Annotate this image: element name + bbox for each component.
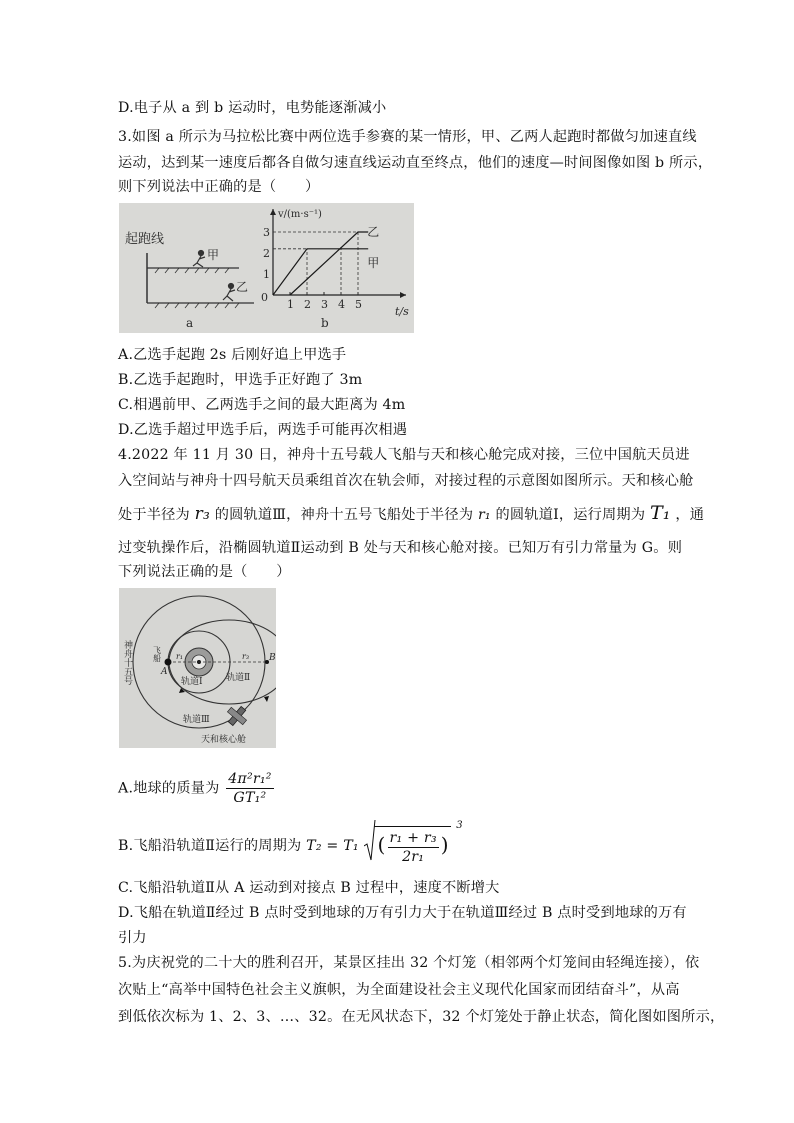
option-d-prev: D.电子从 a 到 b 运动时，电势能逐渐减小 (118, 100, 387, 116)
period-formula: T₂ = T₁ (306, 838, 359, 854)
q3-option-b: B.乙选手起跑时，甲选手正好跑了 3m (118, 372, 363, 388)
x-tick-label: 2 (304, 298, 311, 311)
q5-stem-2: 次贴上“高举中国特色社会主义旗帜，为全面建设社会主义现代化国家而团结奋斗”，从高 (118, 982, 680, 998)
runner-yi-label: 乙 (236, 280, 249, 294)
y-tick-label: 3 (263, 226, 270, 239)
q4-stem-5: 下列说法正确的是（ ） (118, 564, 291, 580)
figure-orbit (119, 588, 276, 748)
x-tick-label: 5 (355, 298, 362, 311)
station-label: 天和核心舱 (201, 735, 247, 745)
q4-option-b: B.飞船沿轨道Ⅱ运行的周期为 T₂ = T₁ ( $\frac{\text{r₁ + r₃}}{\text{2r₁}}$ ) 3 (118, 820, 463, 865)
q3-option-d: D.乙选手超过甲选手后，两选手可能再次相遇 (118, 422, 408, 438)
q5-stem-3: 到低依次标为 1、2、3、…、32。在无风状态下，32 个灯笼处于静止状态，简化图如图所示， (118, 1009, 725, 1025)
runner-jia-icon (193, 251, 205, 268)
q3-stem-1: 3.如图 a 所示为马拉松比赛中两位选手参赛的某一情形，甲、乙两人起跑时都做匀加速直线 (118, 129, 697, 145)
legend-yi: 乙 (367, 225, 380, 239)
symbol-T1: T₁ (649, 502, 671, 524)
figure-b-chart (261, 203, 414, 333)
shenzhou-label: 神舟十五号 (122, 640, 132, 685)
q4-option-a: A.地球的质量为 $\frac{\text{4π²r₁²}}{\text{GT₁²}}$ (118, 771, 272, 806)
y-axis-label: v/(m·s⁻¹) (278, 209, 322, 220)
y-tick-label: 2 (263, 247, 270, 260)
q4-stem-1: 4.2022 年 11 月 30 日，神舟十五号载人飞船与天和核心舱完成对接，三位中国航天员进 (118, 447, 690, 463)
label-a: A (161, 667, 168, 677)
station-icon (223, 702, 251, 730)
q3-stem-2: 运动，达到某一速度后都各自做匀速直线运动直至终点，他们的速度—时间图像如图 b 所示， (118, 155, 713, 171)
q3-option-c: C.相遇前甲、乙两选手之间的最大距离为 4m (118, 397, 406, 413)
figure-a-caption: a (186, 316, 194, 330)
q4-option-d-1: D.飞船在轨道Ⅱ经过 B 点时受到地球的万有引力大于在轨道Ⅲ经过 B 点时受到地球的万有 (118, 905, 687, 921)
point-a-icon (165, 659, 172, 666)
q4-option-c: C.飞船沿轨道Ⅱ从 A 运动到对接点 B 过程中，速度不断增大 (118, 880, 500, 896)
label-b: B (269, 653, 276, 663)
origin-label: 0 (261, 291, 268, 304)
q3-option-a: A.乙选手起跑 2s 后刚好追上甲选手 (118, 347, 347, 363)
x-tick-label: 4 (338, 298, 345, 311)
x-tick-label: 3 (321, 298, 328, 311)
x-axis-arrow (400, 292, 406, 298)
sqrt-expression: ( $\frac{\text{r₁ + r₃}}{\text{2r₁}}$ ) 3 (364, 826, 465, 866)
runner-yi-icon (223, 284, 235, 302)
figure-a (119, 203, 261, 333)
series-line-yi (290, 232, 368, 295)
runner-jia-label: 甲 (207, 248, 220, 262)
q3-stem-3: 则下列说法中正确的是（ ） (118, 179, 320, 195)
q4-stem-2: 入空间站与神舟十四号航天员乘组首次在轨会师，对接过程的示意图如图所示。天和核心舱 (118, 473, 694, 489)
q4-stem-3: 处于半径为 r₃ 的圆轨道Ⅲ，神舟十五号飞船处于半径为 r₁ 的圆轨道Ⅰ，运行周期为 T₁ ，通 (118, 502, 705, 524)
label-r3: r₃ (242, 652, 250, 661)
symbol-r3: r₃ (194, 504, 211, 524)
symbol-r1: r₁ (477, 507, 491, 523)
x-tick-label: 1 (287, 298, 294, 311)
q4-stem-4: 过变轨操作后，沿椭圆轨道Ⅱ运动到 B 处与天和核心舱对接。已知万有引力常量为 G。则 (118, 540, 683, 556)
mass-formula: $\frac{\text{4π²r₁²}}{\text{GT₁²}}$ (228, 771, 272, 806)
y-tick-label: 1 (263, 268, 270, 281)
series-line-jia (273, 249, 368, 295)
ship-label: 飞船 (152, 646, 162, 662)
q4-option-d-2: 引力 (118, 930, 147, 946)
y-axis-arrow (270, 209, 276, 215)
start-line-label: 起跑线 (125, 232, 165, 247)
figure-b-caption: b (321, 316, 329, 330)
x-axis-label: t/s (395, 305, 409, 318)
q5-stem-1: 5.为庆祝党的二十大的胜利召开，某景区挂出 32 个灯笼（相邻两个灯笼间由轻绳连接），依 (118, 955, 700, 971)
legend-jia: 甲 (367, 255, 380, 270)
label-orbit-iii: 轨道Ⅲ (183, 715, 210, 725)
label-orbit-i: 轨道Ⅰ (181, 677, 203, 687)
label-orbit-ii: 轨道Ⅱ (226, 673, 251, 683)
label-r1: r₁ (176, 652, 184, 661)
